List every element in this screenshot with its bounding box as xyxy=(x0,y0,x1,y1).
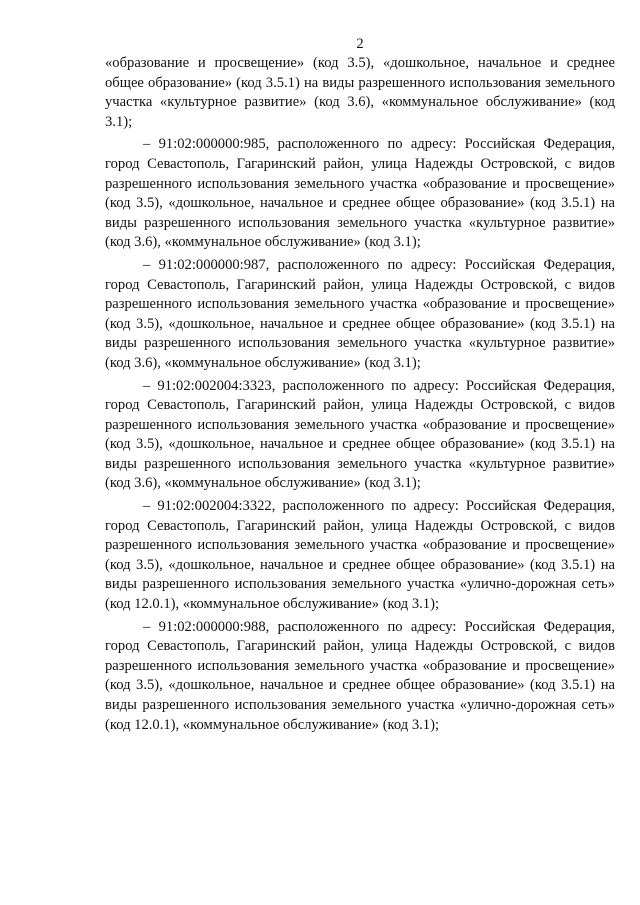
paragraph-continuation: «образование и просвещение» (код 3.5), «дошкольное, начальное и среднее общее образование» (код 3.5.1) на виды разрешенного использования земельного участка «культурное развитие» (код 3.6), «коммунальное обслуживание» (код 3.1); xyxy=(105,55,615,130)
page-number: 2 xyxy=(356,36,364,52)
paragraph-parcel-3322: – 91:02:002004:3322, расположенного по адресу: Российская Федерация, город Севастополь, Гагаринский район, улица Надежды Островской, с видов разрешенного использования земельного участка «образование и просвещение» (код 3.5), «дошкольное, начальное и среднее общее образование» (код 3.5.1) на виды разрешенного использования земельного участка «улично-дорожная сеть» (код 12.0.1), «коммунальное обслуживание» (код 3.1); xyxy=(105,498,615,613)
paragraph-parcel-987: – 91:02:000000:987, расположенного по адресу: Российская Федерация, город Севастополь, Гагаринский район, улица Надежды Островской, с видов разрешенного использования земельного участка «образование и просвещение» (код 3.5), «дошкольное, начальное и среднее общее образование» (код 3.5.1) на виды разрешенного использования земельного участка «культурное развитие» (код 3.6), «коммунальное обслуживание» (код 3.1); xyxy=(105,256,615,371)
paragraph-parcel-988: – 91:02:000000:988, расположенного по адресу: Российская Федерация, город Севастополь, Гагаринский район, улица Надежды Островской, с видов разрешенного использования земельного участка «образование и просвещение» (код 3.5), «дошкольное, начальное и среднее общее образование» (код 3.5.1) на виды разрешенного использования земельного участка «улично-дорожная сеть» (код 12.0.1), «коммунальное обслуживание» (код 3.1); xyxy=(105,618,615,733)
document-page xyxy=(105,36,615,738)
paragraph-parcel-3323: – 91:02:002004:3323, расположенного по адресу: Российская Федерация, город Севастополь, Гагаринский район, улица Надежды Островской, с видов разрешенного использования земельного участка «образование и просвещение» (код 3.5), «дошкольное, начальное и среднее общее образование» (код 3.5.1) на виды разрешенного использования земельного участка «культурное развитие» (код 3.6), «коммунальное обслуживание» (код 3.1); xyxy=(105,377,615,492)
paragraph-parcel-985: – 91:02:000000:985, расположенного по адресу: Российская Федерация, город Севастополь, Гагаринский район, улица Надежды Островской, с видов разрешенного использования земельного участка «образование и просвещение» (код 3.5), «дошкольное, начальное и среднее общее образование» (код 3.5.1) на виды разрешенного использования земельного участка «культурное развитие» (код 3.6), «коммунальное обслуживание» (код 3.1); xyxy=(105,136,615,251)
